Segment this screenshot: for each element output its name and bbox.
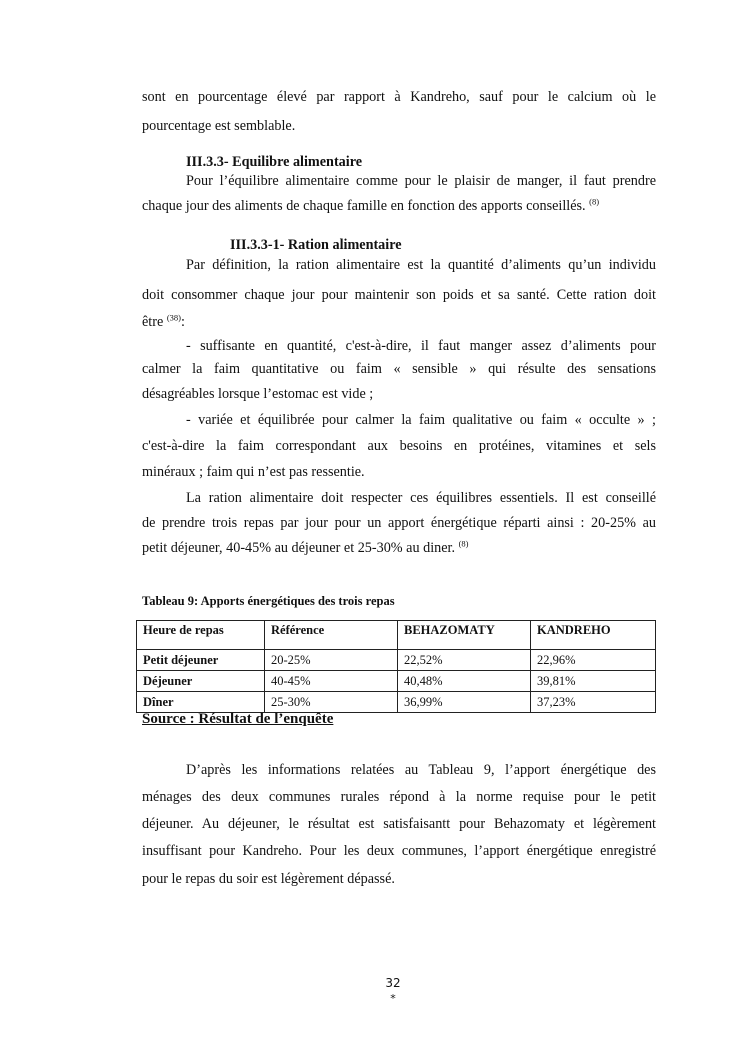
- text-line: calmer la faim quantitative ou faim « sensible » qui résulte des sensations: [142, 361, 656, 377]
- section-heading: III.3.3- Equilibre alimentaire: [186, 154, 363, 170]
- text-line: [142, 538, 656, 558]
- subsection-heading: III.3.3-1- Ration alimentaire: [230, 237, 402, 253]
- table-cell: Déjeuner: [137, 671, 265, 692]
- column-header: KANDREHO: [531, 621, 656, 650]
- table-row: [137, 671, 656, 692]
- text-line: ménages des deux communes rurales répond à la norme requise pour le petit: [142, 789, 656, 805]
- reference: (8): [458, 538, 469, 549]
- text-line: [142, 312, 656, 332]
- text: chaque jour des aliments de chaque famille en fonction des apports conseillés.: [142, 198, 586, 214]
- text-line: Pour l’équilibre alimentaire comme pour le plaisir de manger, il faut prendre: [186, 173, 656, 189]
- table-cell: Dîner: [137, 692, 265, 713]
- table-cell: 37,23%: [531, 692, 656, 713]
- text-line: pour le repas du soir est légèrement dépassé.: [142, 871, 395, 887]
- text-line: - variée et équilibrée pour calmer la faim qualitative ou faim « occulte » ;: [186, 412, 656, 428]
- text-line: sont en pourcentage élevé par rapport à Kandreho, sauf pour le calcium où le: [142, 89, 656, 105]
- table-cell: 36,99%: [398, 692, 531, 713]
- reference: (38): [166, 312, 181, 323]
- table-row: [137, 692, 656, 713]
- column-header: Référence: [265, 621, 398, 650]
- text-line: pourcentage est semblable.: [142, 118, 296, 134]
- table-cell: 40,48%: [398, 671, 531, 692]
- table-cell: 20-25%: [265, 650, 398, 671]
- page-number: 32: [385, 976, 401, 990]
- table-cell: 25-30%: [265, 692, 398, 713]
- text-line: [142, 196, 656, 216]
- text-line: Par définition, la ration alimentaire est la quantité d’aliments qu’un individu: [186, 257, 656, 273]
- text-line: déjeuner. Au déjeuner, le résultat est satisfaisantt pour Behazomaty et légèrement: [142, 816, 656, 832]
- table-cell: 22,52%: [398, 650, 531, 671]
- text: être: [142, 314, 164, 330]
- text-line: désagréables lorsque l’estomac est vide ;: [142, 386, 374, 402]
- text-line: D’après les informations relatées au Tableau 9, l’apport énergétique des: [186, 762, 656, 778]
- text: petit déjeuner, 40-45% au déjeuner et 25-30% au diner.: [142, 540, 456, 556]
- table-cell: 40-45%: [265, 671, 398, 692]
- table-cell: Petit déjeuner: [137, 650, 265, 671]
- text-line: minéraux ; faim qui n’est pas ressentie.: [142, 464, 365, 480]
- footer-mark: *: [390, 992, 396, 1005]
- table-row: [137, 650, 656, 671]
- text-line: de prendre trois repas par jour pour un apport énergétique réparti ainsi : 20-25% au: [142, 515, 656, 531]
- column-header: Heure de repas: [137, 621, 265, 650]
- table-cell: 22,96%: [531, 650, 656, 671]
- table-cell: 39,81%: [531, 671, 656, 692]
- table-caption: Tableau 9: Apports énergétiques des trois repas: [142, 594, 395, 608]
- table-source: Source : Résultat de l’enquête: [142, 711, 334, 727]
- text-line: doit consommer chaque jour pour maintenir son poids et sa santé. Cette ration doit: [142, 287, 656, 303]
- table-header-row: [137, 621, 656, 650]
- reference: (8): [589, 196, 600, 207]
- text-line: c'est-à-dire la faim correspondant aux besoins en protéines, vitamines et sels: [142, 438, 656, 454]
- text-line: insuffisant pour Kandreho. Pour les deux communes, l’apport énergétique enregistré: [142, 843, 656, 859]
- column-header: BEHAZOMATY: [398, 621, 531, 650]
- energy-intake-table: [136, 620, 656, 713]
- text-line: La ration alimentaire doit respecter ces équilibres essentiels. Il est conseillé: [186, 490, 656, 506]
- text: :: [180, 314, 185, 330]
- text-line: - suffisante en quantité, c'est-à-dire, il faut manger assez d’aliments pour: [186, 338, 656, 354]
